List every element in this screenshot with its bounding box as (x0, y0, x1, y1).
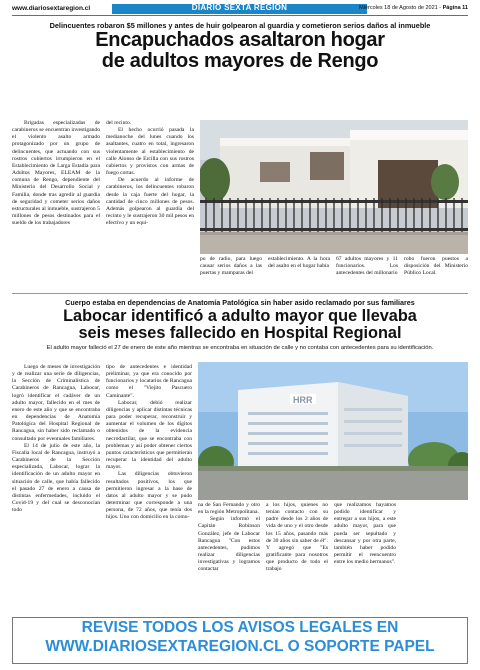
ad-line-1: REVISE TODOS LOS AVISOS LEGALES EN (81, 619, 399, 636)
site-url: www.diariosextaregion.cl (12, 5, 91, 12)
article1-column-5 (336, 256, 398, 277)
article2-paragraph: Según informó el Capitán Robinson González, jefe de Labocar Rancagua "Con estos antecedentes, pudimos realizar diligencias investigativas y logramos contactar (198, 516, 260, 573)
article2-paragraph: que realizamos hayamos podido identificar y entregar a sus hijos, a este adulto mayor, para que pueda ser sepultado y descansar y por otra parte, también haber podido permitir el reencuentro entre los medio hermanos". (334, 502, 396, 566)
building-photo-illustration (200, 120, 468, 254)
article2-headline (12, 308, 468, 342)
article1-column-3 (200, 256, 262, 277)
article2-paragraph: a los hijos, quienes no tenían contacto con su padre desde los 2 años de vida de uno y el otro desde los 15 años, pasando más de 30 años sin saber de él". Y agregó que "Es gratificante para nosotros que producto de todo el trabajo (266, 502, 328, 573)
page-number: Página 11 (442, 5, 468, 11)
article2-paragraph: na de San Fernando y otro en la región Metropolitana. (198, 502, 260, 516)
building-sign-letters: HRR (293, 395, 313, 405)
article1-paragraph: Brigadas especializadas de carabineros se encuentran investigando el violento asalto armado protagonizado por un grupo de delincuentes, que actuando con sus rostros cubiertos irrumpieron en el Establecimiento de Larga Estadía para Adultos Mayores, ELEAM de la comuna de Rengo, dependiente del Ministerio del Desarrollo Social y Familia, donde tras agredir al guardia de seguridad y cometer serios daños estructurales al inmueble, sustrajeron 5 millones de pesos destinados para el sueldo de los trabajadores (12, 120, 100, 227)
building-photo (200, 120, 468, 254)
article2-column-4 (266, 502, 328, 574)
article1-column-4 (268, 256, 330, 270)
article1-paragraph: De acuerdo al informe de carabineros, los delincuentes robaron desde la caja fuerte del hogar, la cantidad de cinco millones de pesos. Además golpearon al guardia del recinto y le sustrajeron 30 mil pesos en efectivo y un equi- (106, 177, 194, 227)
article2-headline-line1: Labocar identificó a adulto mayor que llevaba (63, 307, 417, 325)
date-line (359, 5, 468, 11)
article2-headline-line2: seis meses fallecido en Hospital Regional (78, 324, 402, 342)
article1-paragraph: po de radio, para luego causar serios daños a las puertas y mamparas del (200, 256, 262, 277)
article1-column-2 (106, 120, 194, 227)
article1-headline-line1: Encapuchados asaltaron hogar (95, 29, 385, 51)
article-divider (12, 293, 468, 294)
article1-paragraph: establecimiento. A la hora del asalto en el hogar había (268, 256, 330, 270)
article2-lead: El adulto mayor falleció el 27 de enero de este año mientras se encontraba en situación de calle y no contaba con antecedentes para su identificación. (46, 345, 434, 351)
newspaper-name: DIARIO SEXTA REGIÓN (191, 3, 288, 12)
hospital-photo-illustration (198, 362, 468, 500)
hospital-photo (198, 362, 468, 500)
article2-column-3 (198, 502, 260, 574)
article2-paragraph: Labocar, debió realizar diligencias y aplicar distintas técnicas para poder recuperar, reconstruir y aumentar el volumen de los dígitos obtenidos de la evidencia necrodactilar, que se encontraba con problemas y así poder obtener ciertos puntos característicos que permitieran recuperar la identidad del adulto mayor. (106, 399, 192, 471)
article2-column-2 (106, 364, 192, 521)
article2-kicker: Cuerpo estaba en dependencias de Anatomía Patológica sin haber asido reclamado por sus familiares (65, 298, 415, 307)
article2-paragraph: Luego de meses de investigación y de realizar una serie de diligencias, la Sección de Criminalística de Carabineros de Rancagua, Labocar, logró identificar el cadáver de un adulto mayor, fallecido en el mes de enero de este año y que se encontraba en dependencias de Anatomía Patológica del Hospital Regional de Rancagua, sin haber sido reclamado o consultado por eventuales familiares. (12, 364, 100, 442)
article2-paragraph: Las diligencias obtuvieron resultados positivos, los que permitieron ingresar a la base de datos al adulto mayor y se pudo determinar que corresponde a una persona, de 72 años, que tenía dos hijos. Uno con domicilio en la comu- (106, 471, 192, 521)
article2-column-5 (334, 502, 396, 566)
article1-paragraph: 67 adultos mayores y 11 funcionarios. Los antecedentes del millonario (336, 256, 398, 277)
header-rule (12, 15, 468, 16)
article2-paragraph: tipo de antecedentes e identidad preliminar, ya que era conocido por funcionarios y locatarios de Rancagua como el "Viejito Pascuero Caminante". (106, 364, 192, 399)
article1-paragraph: El hecho ocurrió pasada la medianoche del lunes cuando los asaltantes, cuatro en total, ingresaron violentamente al establecimiento de calle Alonso de Ercilla con sus rostros cubiertos y provistos con armas de fuego cortas. (106, 127, 194, 177)
issue-date: Miércoles 18 de Agosto de 2021 - (359, 5, 443, 11)
article1-kicker: Delincuentes robaron $5 millones y antes de huir golpearon al guardia y cometieron serios daños al inmueble (49, 21, 431, 30)
article1-paragraph: robo fueron puestos a disposición del Ministerio Público Local. (404, 256, 468, 277)
article1-headline-line2: de adultos mayores de Rengo (101, 50, 379, 72)
article1-paragraph: del recinto. (106, 120, 132, 126)
article1-column-6 (404, 256, 468, 277)
article2-paragraph: El 14 de julio de este año, la Fiscalía local de Rancagua, instruyó a Carabineros de la Sección especializada, Labocar, lograr la identificación de un adulto mayor en situación de calle, que había fallecido el pasado 27 de enero a causa de distintas enfermedades, incluido el Covid-19 y del cual se desconocían todo (12, 442, 100, 514)
article1-headline (12, 30, 468, 72)
ad-line-2[interactable]: WWW.DIARIOSEXTAREGION.CL O SOPORTE PAPEL (45, 638, 435, 655)
article2-column-1 (12, 364, 100, 514)
article1-column-1 (12, 120, 100, 227)
